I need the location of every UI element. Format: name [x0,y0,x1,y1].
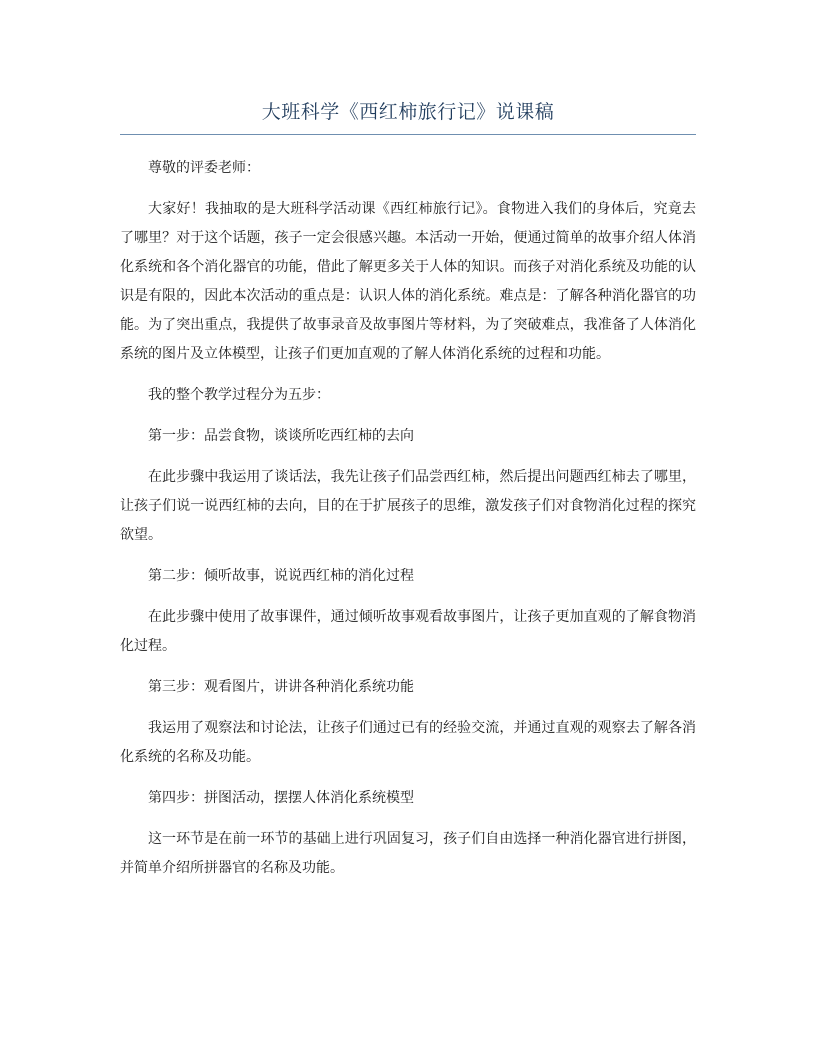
title-divider [120,134,696,135]
step-3-paragraph: 我运用了观察法和讨论法，让孩子们通过已有的经验交流，并通过直观的观察去了解各消化系统的名称及功能。 [120,720,696,765]
intro-paragraph: 大家好！我抽取的是大班科学活动课《西红柿旅行记》。食物进入我们的身体后，究竟去了哪里？对于这个话题，孩子一定会很感兴趣。本活动一开始，便通过简单的故事介绍人体消化系统和各个消化器官的功能，借此了解更多关于人体的知识。而孩子对消化系统及功能的认识是有限的，因此本次活动的重点是：认识人体的消化系统。难点是：了解各种消化器官的功能。为了突出重点，我提供了故事录音及故事图片等材料，为了突破难点，我准备了人体消化系统的图片及立体模型，让孩子们更加直观的了解人体消化系统的过程和功能。 [120,201,696,362]
step-4-paragraph: 这一环节是在前一环节的基础上进行巩固复习，孩子们自由选择一种消化器官进行拼图，并简单介绍所拼器官的名称及功能。 [120,831,696,876]
step-3-heading: 第三步：观看图片，讲讲各种消化系统功能 [148,679,414,695]
document-body [120,154,696,895]
document-title: 大班科学《西红柿旅行记》说课稿 [261,101,555,123]
step-1-paragraph: 在此步骤中我运用了谈话法，我先让孩子们品尝西红柿，然后提出问题西红柿去了哪里，让孩子们说一说西红柿的去向，目的在于扩展孩子的思维，激发孩子们对食物消化过程的探究欲望。 [120,469,696,543]
step-2-heading: 第二步：倾听故事，说说西红柿的消化过程 [148,568,414,584]
salutation: 尊敬的评委老师： [148,160,260,176]
step-1-heading: 第一步：品尝食物，谈谈所吃西红柿的去向 [148,428,414,444]
step-4-heading: 第四步：拼图活动，摆摆人体消化系统模型 [148,790,414,806]
process-overview: 我的整个教学过程分为五步： [148,387,330,403]
step-2-paragraph: 在此步骤中使用了故事课件，通过倾听故事观看故事图片，让孩子更加直观的了解食物消化过程。 [120,609,696,654]
